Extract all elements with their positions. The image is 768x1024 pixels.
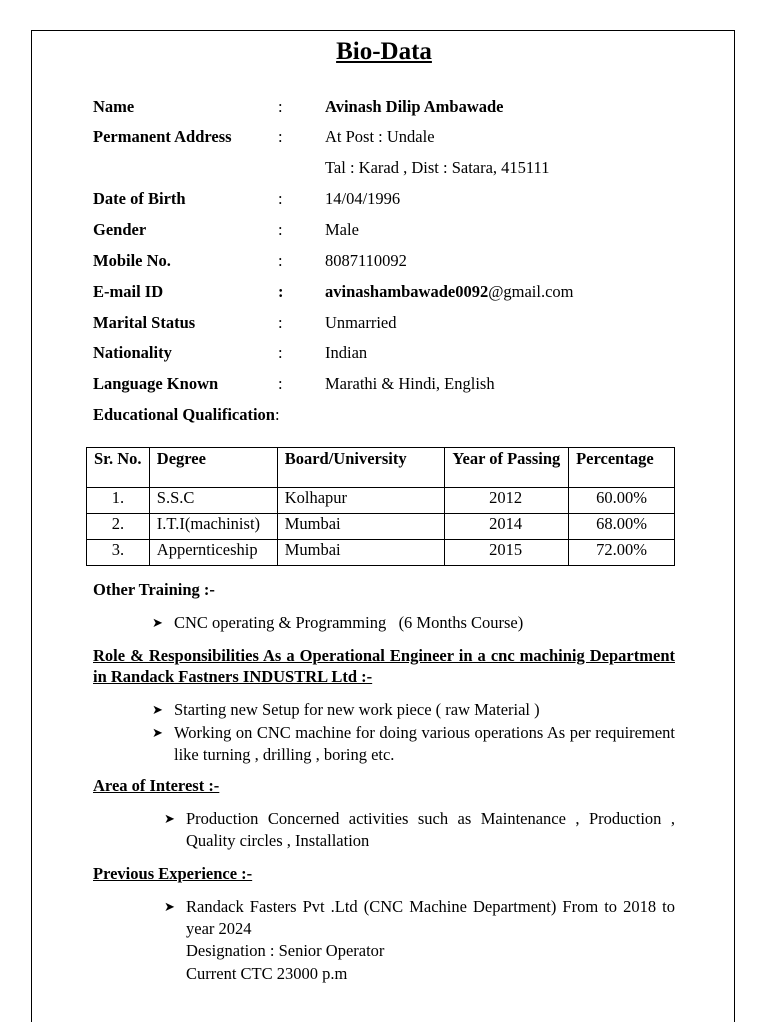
field-label: Mobile No.: [93, 251, 171, 270]
field-colon: :: [278, 127, 283, 146]
field-label: Name: [93, 97, 135, 116]
email-user-part: avinashambawade0092: [325, 282, 489, 301]
field-value[interactable]: [325, 282, 574, 302]
field-colon: :: [278, 220, 283, 239]
field-colon: :: [278, 97, 283, 116]
cell-degree: I.T.I(machinist): [149, 514, 277, 540]
header-sr-no: Sr. No.: [87, 448, 150, 488]
education-heading: [93, 405, 280, 425]
field-label: E-mail ID: [93, 282, 164, 301]
field-colon: :: [278, 189, 283, 208]
arrowhead-bullet-icon: ➤: [152, 615, 163, 630]
field-label: Nationality: [93, 343, 172, 362]
field-label: Language Known: [93, 374, 219, 393]
email-domain-part: @gmail.com: [488, 282, 574, 301]
page-title: Bio-Data: [336, 38, 432, 65]
table-row: [87, 514, 675, 540]
list-item-text: Production Concerned activities such as Maintenance , Production , Quality circles , Installation: [186, 809, 675, 850]
field-colon: :: [278, 374, 283, 393]
cell-board: Mumbai: [277, 540, 445, 566]
education-heading-colon: :: [274, 405, 280, 424]
field-label: Gender: [93, 220, 147, 239]
cell-percentage: 60.00%: [569, 488, 675, 514]
list-item-text: Randack Fasters Pvt .Ltd (CNC Machine Department) From to 2018 to year 2024: [186, 897, 675, 938]
field-label: Date of Birth: [93, 189, 186, 208]
field-colon: :: [278, 282, 284, 301]
table-header-row: [87, 448, 675, 488]
table-row: [87, 488, 675, 514]
area-of-interest-title: Area of Interest :-: [93, 776, 220, 795]
ctc-text: Current CTC 23000 p.m: [186, 964, 348, 983]
role-title: Role & Responsibilities As a Operational Engineer in a cnc machinig Department in Randack Fastners INDUSTRL Ltd :-: [93, 646, 675, 686]
designation-text: Designation : Senior Operator: [186, 941, 385, 960]
previous-experience-title: Previous Experience :-: [93, 864, 253, 883]
cell-board: Kolhapur: [277, 488, 445, 514]
cell-year: 2015: [445, 540, 569, 566]
arrowhead-bullet-icon: ➤: [164, 899, 175, 914]
cell-year: 2014: [445, 514, 569, 540]
education-heading-text: Educational Qualification: [93, 405, 275, 424]
header-year: Year of Passing: [445, 448, 569, 488]
header-board: Board/University: [277, 448, 445, 488]
field-colon: :: [278, 251, 283, 270]
field-label: Marital Status: [93, 313, 196, 332]
arrowhead-bullet-icon: ➤: [164, 811, 175, 826]
header-degree: Degree: [149, 448, 277, 488]
field-label: Permanent Address: [93, 127, 232, 146]
cell-percentage: 68.00%: [569, 514, 675, 540]
cell-degree: Appernticeship: [149, 540, 277, 566]
cell-sr: 2.: [87, 514, 150, 540]
cell-sr: 1.: [87, 488, 150, 514]
list-item-text: CNC operating & Programming (6 Months Course): [174, 613, 524, 632]
table-row: [87, 540, 675, 566]
field-value: Avinash Dilip Ambawade: [325, 97, 504, 116]
field-value: 8087110092: [325, 251, 407, 270]
field-value: Male: [325, 220, 359, 239]
arrowhead-bullet-icon: ➤: [152, 702, 163, 717]
field-value: Marathi & Hindi, English: [325, 374, 495, 393]
header-percentage: Percentage: [569, 448, 675, 488]
cell-sr: 3.: [87, 540, 150, 566]
field-value: Unmarried: [325, 313, 397, 332]
field-value: 14/04/1996: [325, 189, 401, 208]
cell-degree: S.S.C: [149, 488, 277, 514]
field-value: At Post : Undale: [325, 127, 435, 146]
field-colon: :: [278, 313, 283, 332]
field-value: Indian: [325, 343, 368, 362]
cell-year: 2012: [445, 488, 569, 514]
field-colon: :: [278, 343, 283, 362]
arrowhead-bullet-icon: ➤: [152, 725, 163, 740]
field-value: Tal : Karad , Dist : Satara, 415111: [325, 158, 550, 177]
cell-percentage: 72.00%: [569, 540, 675, 566]
list-item-text: Starting new Setup for new work piece ( raw Material ): [174, 700, 540, 719]
other-training-title: Other Training :-: [93, 580, 215, 599]
cell-board: Mumbai: [277, 514, 445, 540]
education-table: [86, 447, 675, 566]
list-item-text: Working on CNC machine for doing various operations As per requirement like turning , drilling , boring etc.: [174, 723, 675, 764]
